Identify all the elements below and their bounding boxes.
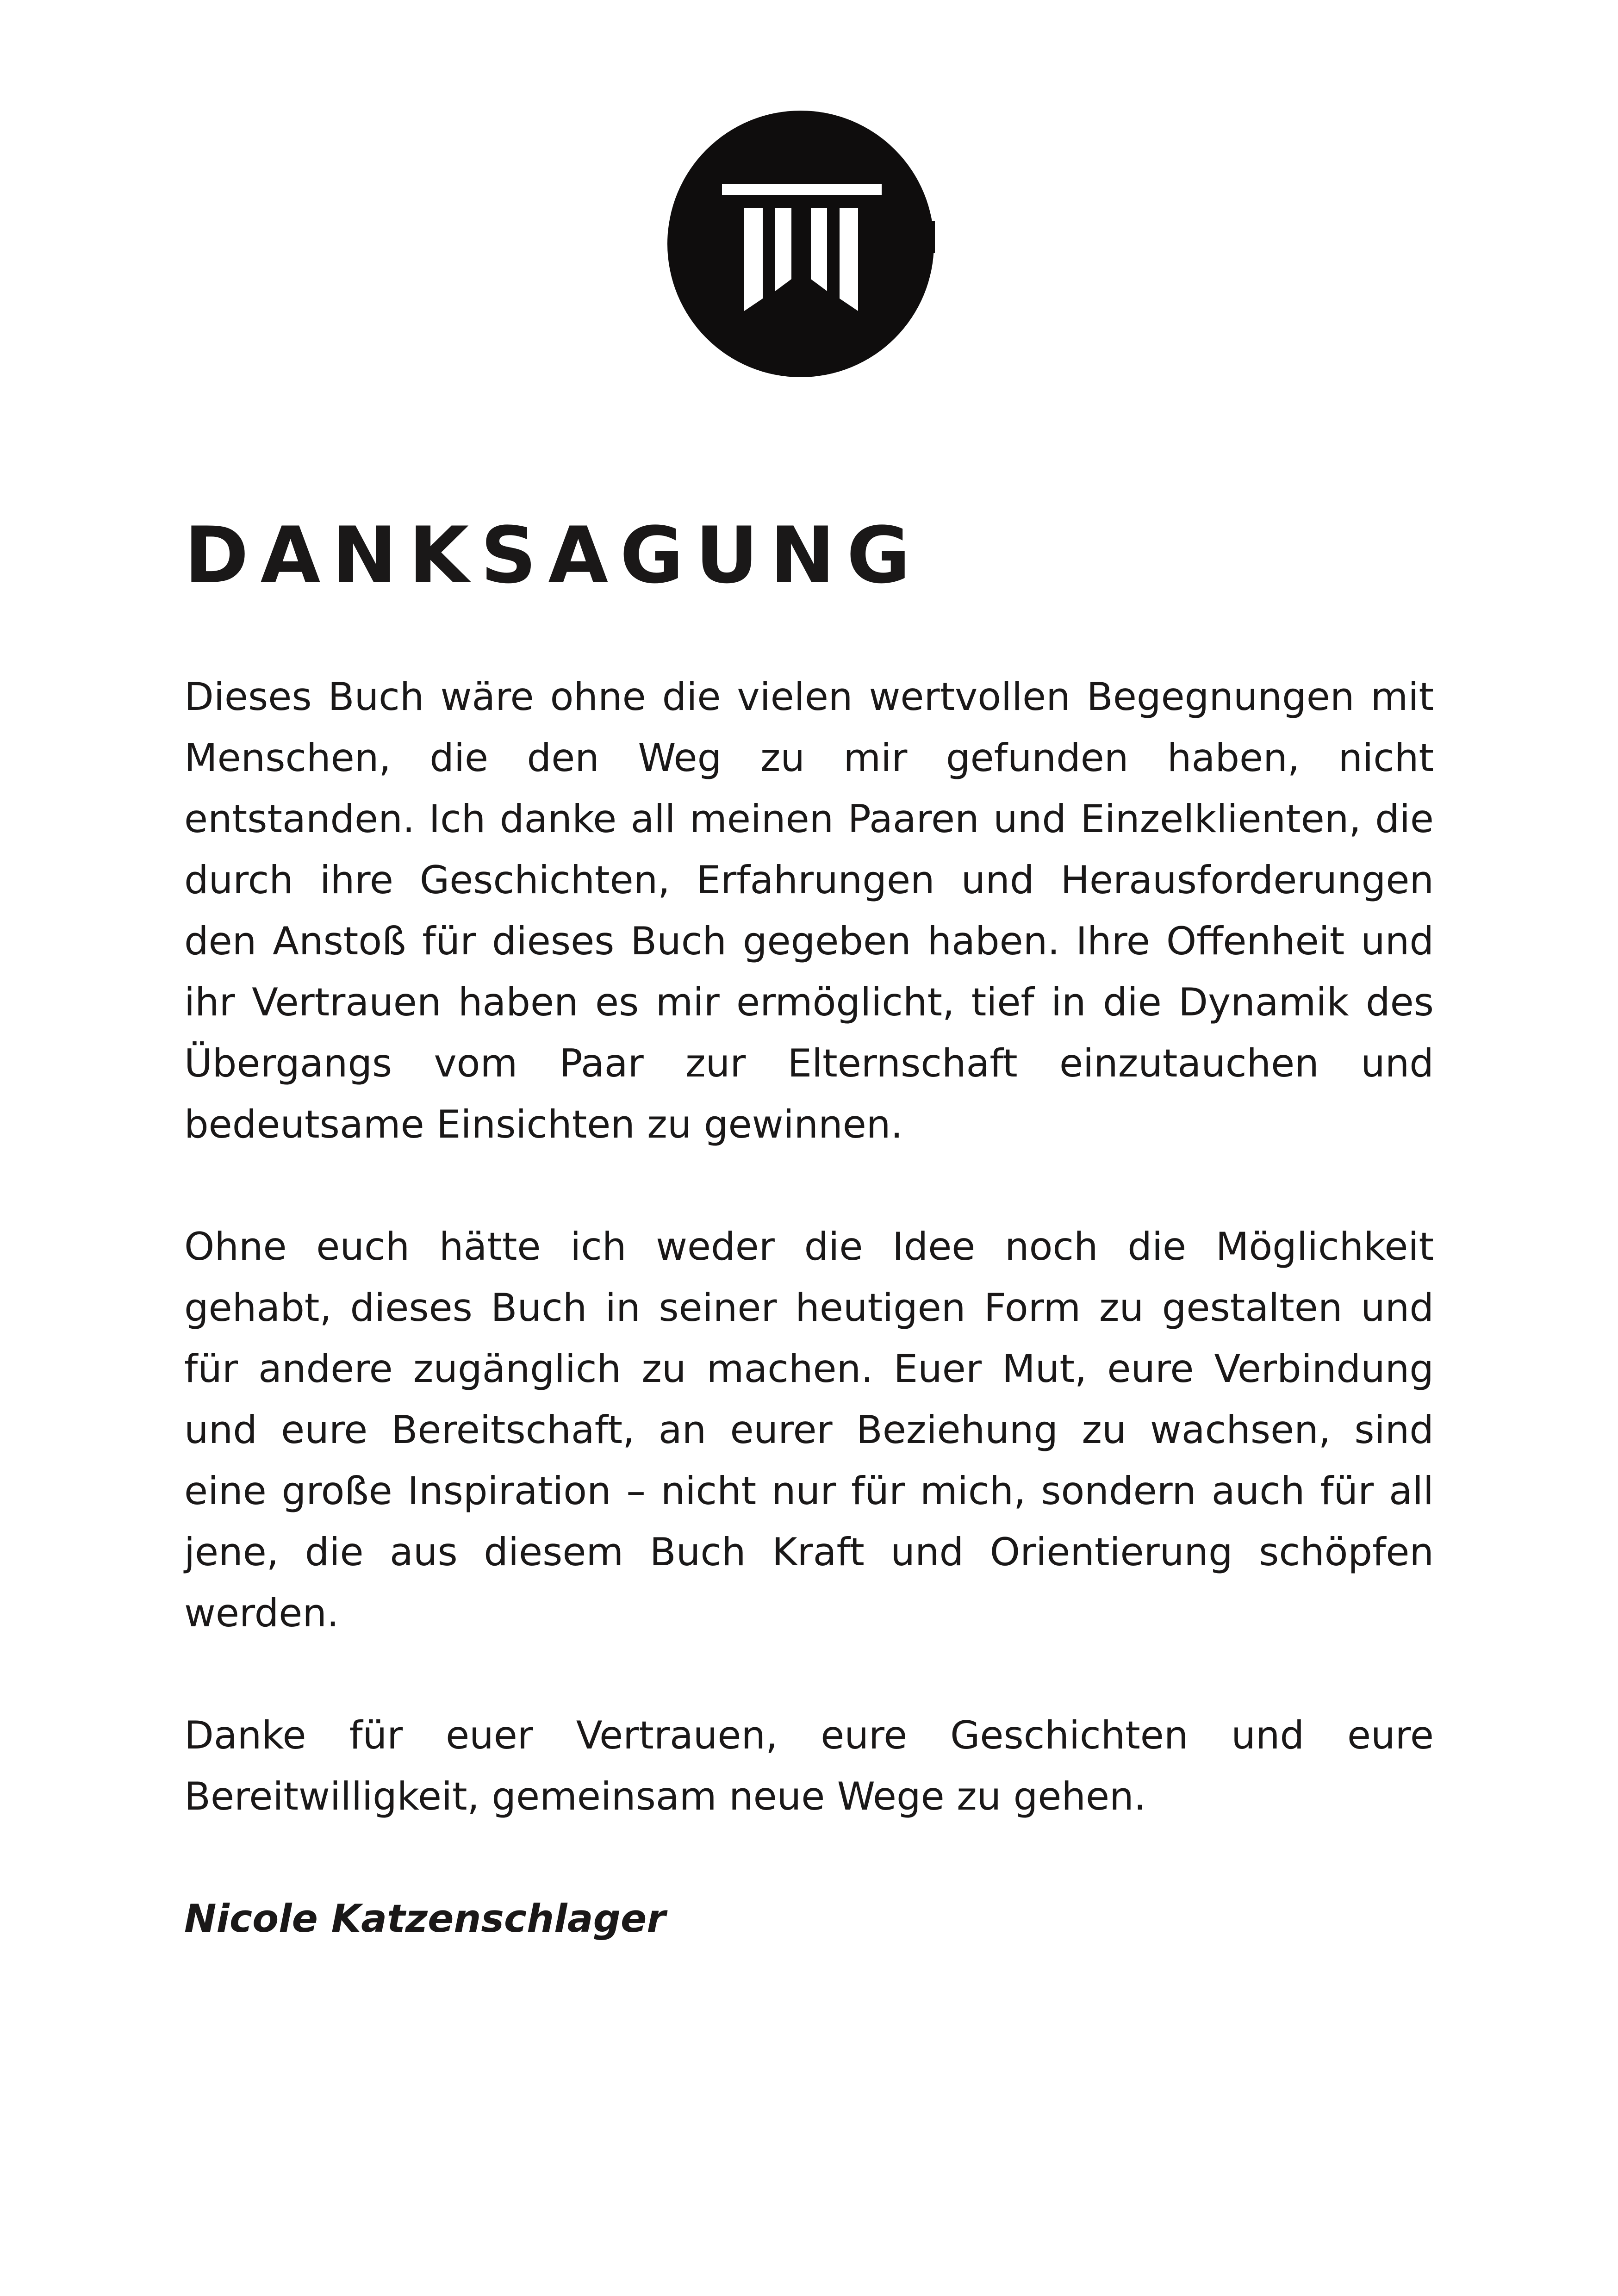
paragraph-1: Dieses Buch wäre ohne die vielen wertvollen Begegnungen mit Menschen, die den Weg zu mir gefunden haben, nicht entstanden. Ich danke all meinen Paaren und Einzelklienten, die durch ihre Geschichten, Erfahrungen und Herausforderungen den Anstoß für dieses Buch gegeben haben. Ihre Offenheit und ihr Vertrauen haben es mir ermöglicht, tief in die Dynamik des Übergangs vom Paar zur Elternschaft einzutauchen und bedeutsame Einsichten zu gewinnen. [184, 674, 1434, 1147]
page-content [184, 504, 1434, 1949]
circle-monogram-icon [666, 110, 935, 378]
page-title: DANKSAGUNG [184, 510, 922, 601]
paragraph-2: Ohne euch hätte ich weder die Idee noch die Möglichkeit gehabt, dieses Buch in seiner heutigen Form zu gestalten und für andere zugänglich zu machen. Euer Mut, eure Verbindung und eure Bereitschaft, an eurer Beziehung zu wachsen, sind eine große Inspiration – nicht nur für mich, sondern auch für all jene, die aus diesem Buch Kraft und Orientierung schöpfen werden. [184, 1224, 1434, 1636]
paragraph-3: Danke für euer Vertrauen, eure Geschichten und eure Bereitwilligkeit, gemeinsam neue Wege zu gehen. [184, 1713, 1434, 1819]
author-signature: Nicole Katzenschlager [184, 1896, 666, 1941]
